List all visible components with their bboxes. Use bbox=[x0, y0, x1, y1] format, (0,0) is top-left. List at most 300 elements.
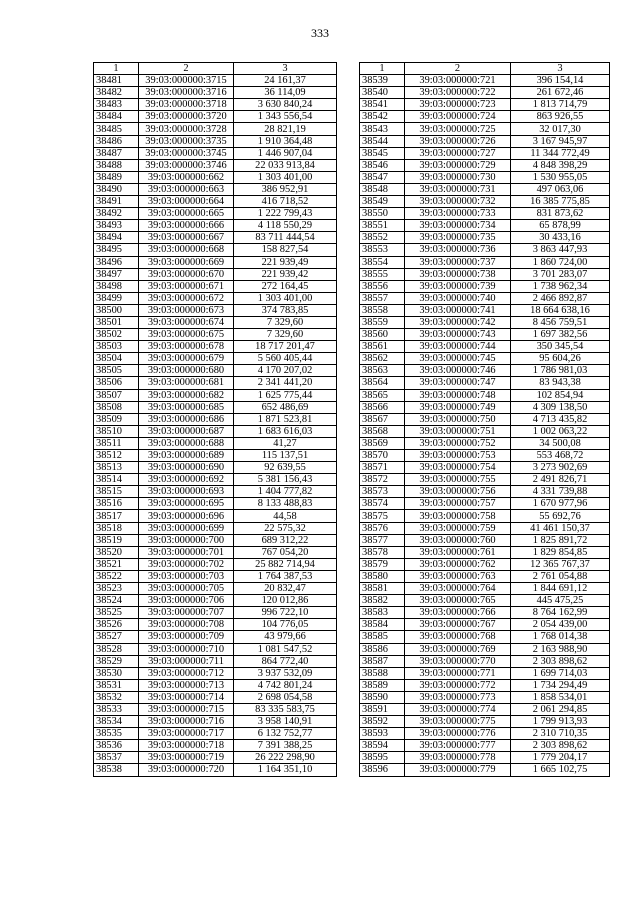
table-row bbox=[360, 450, 610, 462]
value-cell: 7 329,60 bbox=[234, 316, 337, 328]
table-row bbox=[94, 437, 337, 449]
table-row bbox=[94, 595, 337, 607]
value-cell: 2 061 294,85 bbox=[511, 703, 610, 715]
value-cell: 996 722,10 bbox=[234, 607, 337, 619]
cadastral-number-cell: 39:03:000000:687 bbox=[139, 425, 234, 437]
row-number-cell: 38549 bbox=[360, 196, 405, 208]
row-number-cell: 38558 bbox=[360, 304, 405, 316]
cadastral-number-cell: 39:03:000000:729 bbox=[405, 159, 511, 171]
cadastral-number-cell: 39:03:000000:719 bbox=[139, 752, 234, 764]
value-cell: 1 699 714,03 bbox=[511, 667, 610, 679]
table-row bbox=[360, 619, 610, 631]
row-number-cell: 38541 bbox=[360, 99, 405, 111]
value-cell: 2 303 898,62 bbox=[511, 740, 610, 752]
value-cell: 1 002 063,22 bbox=[511, 425, 610, 437]
row-number-cell: 38490 bbox=[94, 183, 139, 195]
cadastral-number-cell: 39:03:000000:739 bbox=[405, 280, 511, 292]
page-number: 333 bbox=[311, 26, 329, 40]
cadastral-number-cell: 39:03:000000:747 bbox=[405, 377, 511, 389]
cadastral-number-cell: 39:03:000000:772 bbox=[405, 679, 511, 691]
cadastral-number-cell: 39:03:000000:669 bbox=[139, 256, 234, 268]
cadastral-number-cell: 39:03:000000:721 bbox=[405, 75, 511, 87]
table-row bbox=[360, 329, 610, 341]
cadastral-number-cell: 39:03:000000:667 bbox=[139, 232, 234, 244]
row-number-cell: 38496 bbox=[94, 256, 139, 268]
table-row bbox=[360, 353, 610, 365]
row-number-cell: 38502 bbox=[94, 329, 139, 341]
row-number-cell: 38532 bbox=[94, 691, 139, 703]
table-row bbox=[360, 87, 610, 99]
row-number-cell: 38562 bbox=[360, 353, 405, 365]
cadastral-number-cell: 39:03:000000:755 bbox=[405, 474, 511, 486]
cadastral-number-cell: 39:03:000000:3746 bbox=[139, 159, 234, 171]
value-cell: 4 848 398,29 bbox=[511, 159, 610, 171]
table-row bbox=[360, 99, 610, 111]
cadastral-number-cell: 39:03:000000:3716 bbox=[139, 87, 234, 99]
cadastral-number-cell: 39:03:000000:744 bbox=[405, 341, 511, 353]
value-cell: 8 133 488,83 bbox=[234, 498, 337, 510]
value-cell: 1 871 523,81 bbox=[234, 413, 337, 425]
cadastral-number-cell: 39:03:000000:3745 bbox=[139, 147, 234, 159]
cadastral-number-cell: 39:03:000000:678 bbox=[139, 341, 234, 353]
table-row bbox=[94, 401, 337, 413]
table-row bbox=[360, 728, 610, 740]
cadastral-number-cell: 39:03:000000:733 bbox=[405, 208, 511, 220]
value-cell: 2 761 054,88 bbox=[511, 570, 610, 582]
value-cell: 1 683 616,03 bbox=[234, 425, 337, 437]
row-number-cell: 38573 bbox=[360, 486, 405, 498]
cadastral-number-cell: 39:03:000000:730 bbox=[405, 171, 511, 183]
value-cell: 221 939,42 bbox=[234, 268, 337, 280]
value-cell: 7 329,60 bbox=[234, 329, 337, 341]
row-number-cell: 38528 bbox=[94, 643, 139, 655]
cadastral-number-cell: 39:03:000000:663 bbox=[139, 183, 234, 195]
row-number-cell: 38551 bbox=[360, 220, 405, 232]
table-row bbox=[94, 159, 337, 171]
cadastral-number-cell: 39:03:000000:767 bbox=[405, 619, 511, 631]
row-number-cell: 38499 bbox=[94, 292, 139, 304]
value-cell: 4 309 138,50 bbox=[511, 401, 610, 413]
cadastral-number-cell: 39:03:000000:3718 bbox=[139, 99, 234, 111]
table-row bbox=[360, 486, 610, 498]
row-number-cell: 38574 bbox=[360, 498, 405, 510]
value-cell: 689 312,22 bbox=[234, 534, 337, 546]
cadastral-number-cell: 39:03:000000:778 bbox=[405, 752, 511, 764]
cadastral-number-cell: 39:03:000000:703 bbox=[139, 570, 234, 582]
value-cell: 1 813 714,79 bbox=[511, 99, 610, 111]
cadastral-number-cell: 39:03:000000:749 bbox=[405, 401, 511, 413]
row-number-cell: 38519 bbox=[94, 534, 139, 546]
table-row bbox=[360, 655, 610, 667]
row-number-cell: 38505 bbox=[94, 365, 139, 377]
row-number-cell: 38523 bbox=[94, 583, 139, 595]
row-number-cell: 38488 bbox=[94, 159, 139, 171]
row-number-cell: 38503 bbox=[94, 341, 139, 353]
cadastral-number-cell: 39:03:000000:764 bbox=[405, 583, 511, 595]
value-cell: 1 786 981,03 bbox=[511, 365, 610, 377]
value-cell: 20 832,47 bbox=[234, 583, 337, 595]
row-number-cell: 38563 bbox=[360, 365, 405, 377]
row-number-cell: 38578 bbox=[360, 546, 405, 558]
cadastral-number-cell: 39:03:000000:734 bbox=[405, 220, 511, 232]
value-cell: 1 860 724,00 bbox=[511, 256, 610, 268]
row-number-cell: 38489 bbox=[94, 171, 139, 183]
value-cell: 22 575,32 bbox=[234, 522, 337, 534]
row-number-cell: 38510 bbox=[94, 425, 139, 437]
cadastral-number-cell: 39:03:000000:757 bbox=[405, 498, 511, 510]
row-number-cell: 38548 bbox=[360, 183, 405, 195]
value-cell: 1 768 014,38 bbox=[511, 631, 610, 643]
table-row bbox=[360, 159, 610, 171]
cadastral-number-cell: 39:03:000000:664 bbox=[139, 196, 234, 208]
cadastral-number-cell: 39:03:000000:724 bbox=[405, 111, 511, 123]
value-cell: 261 672,46 bbox=[511, 87, 610, 99]
row-number-cell: 38570 bbox=[360, 450, 405, 462]
value-cell: 2 303 898,62 bbox=[511, 655, 610, 667]
cadastral-number-cell: 39:03:000000:711 bbox=[139, 655, 234, 667]
cadastral-number-cell: 39:03:000000:741 bbox=[405, 304, 511, 316]
row-number-cell: 38531 bbox=[94, 679, 139, 691]
column-header: 2 bbox=[139, 63, 234, 75]
table-row bbox=[360, 232, 610, 244]
value-cell: 1 303 401,00 bbox=[234, 171, 337, 183]
table-row bbox=[94, 268, 337, 280]
table-row bbox=[94, 546, 337, 558]
table-row bbox=[94, 450, 337, 462]
value-cell: 3 630 840,24 bbox=[234, 99, 337, 111]
table-row bbox=[94, 341, 337, 353]
cadastral-number-cell: 39:03:000000:753 bbox=[405, 450, 511, 462]
table-row bbox=[94, 75, 337, 87]
cadastral-number-cell: 39:03:000000:745 bbox=[405, 353, 511, 365]
row-number-cell: 38516 bbox=[94, 498, 139, 510]
table-row bbox=[94, 389, 337, 401]
table-row bbox=[360, 631, 610, 643]
cadastral-number-cell: 39:03:000000:735 bbox=[405, 232, 511, 244]
cadastral-number-cell: 39:03:000000:748 bbox=[405, 389, 511, 401]
value-cell: 24 161,37 bbox=[234, 75, 337, 87]
value-cell: 2 491 826,71 bbox=[511, 474, 610, 486]
value-cell: 1 779 204,17 bbox=[511, 752, 610, 764]
value-cell: 32 017,30 bbox=[511, 123, 610, 135]
table-row bbox=[360, 244, 610, 256]
value-cell: 16 385 775,85 bbox=[511, 196, 610, 208]
row-number-cell: 38554 bbox=[360, 256, 405, 268]
value-cell: 396 154,14 bbox=[511, 75, 610, 87]
value-cell: 4 331 739,88 bbox=[511, 486, 610, 498]
cadastral-number-cell: 39:03:000000:671 bbox=[139, 280, 234, 292]
cadastral-number-cell: 39:03:000000:737 bbox=[405, 256, 511, 268]
table-row bbox=[360, 220, 610, 232]
value-cell: 374 783,85 bbox=[234, 304, 337, 316]
table-row bbox=[94, 716, 337, 728]
row-number-cell: 38529 bbox=[94, 655, 139, 667]
row-number-cell: 38492 bbox=[94, 208, 139, 220]
value-cell: 2 341 441,20 bbox=[234, 377, 337, 389]
value-cell: 83 711 444,54 bbox=[234, 232, 337, 244]
cadastral-number-cell: 39:03:000000:709 bbox=[139, 631, 234, 643]
value-cell: 4 742 801,24 bbox=[234, 679, 337, 691]
row-number-cell: 38582 bbox=[360, 595, 405, 607]
value-cell: 7 391 388,25 bbox=[234, 740, 337, 752]
cadastral-number-cell: 39:03:000000:713 bbox=[139, 679, 234, 691]
value-cell: 1 164 351,10 bbox=[234, 764, 337, 776]
value-cell: 1 825 891,72 bbox=[511, 534, 610, 546]
value-cell: 350 345,54 bbox=[511, 341, 610, 353]
row-number-cell: 38595 bbox=[360, 752, 405, 764]
cadastral-number-cell: 39:03:000000:769 bbox=[405, 643, 511, 655]
value-cell: 2 163 988,90 bbox=[511, 643, 610, 655]
value-cell: 221 939,49 bbox=[234, 256, 337, 268]
table-row bbox=[360, 123, 610, 135]
cadastral-number-cell: 39:03:000000:702 bbox=[139, 558, 234, 570]
row-number-cell: 38560 bbox=[360, 329, 405, 341]
table-row bbox=[94, 474, 337, 486]
row-number-cell: 38593 bbox=[360, 728, 405, 740]
value-cell: 3 273 902,69 bbox=[511, 462, 610, 474]
row-number-cell: 38568 bbox=[360, 425, 405, 437]
table-row bbox=[360, 498, 610, 510]
cadastral-number-cell: 39:03:000000:705 bbox=[139, 583, 234, 595]
table-row bbox=[360, 75, 610, 87]
value-cell: 28 821,19 bbox=[234, 123, 337, 135]
table-row bbox=[360, 752, 610, 764]
row-number-cell: 38517 bbox=[94, 510, 139, 522]
table-row bbox=[94, 570, 337, 582]
row-number-cell: 38536 bbox=[94, 740, 139, 752]
cadastral-number-cell: 39:03:000000:714 bbox=[139, 691, 234, 703]
cadastral-number-cell: 39:03:000000:686 bbox=[139, 413, 234, 425]
value-cell: 1 799 913,93 bbox=[511, 716, 610, 728]
row-number-cell: 38497 bbox=[94, 268, 139, 280]
table-header-row bbox=[360, 63, 610, 75]
value-cell: 26 222 298,90 bbox=[234, 752, 337, 764]
cadastral-number-cell: 39:03:000000:696 bbox=[139, 510, 234, 522]
row-number-cell: 38580 bbox=[360, 570, 405, 582]
value-cell: 3 937 532,09 bbox=[234, 667, 337, 679]
value-cell: 1 625 775,44 bbox=[234, 389, 337, 401]
cadastral-number-cell: 39:03:000000:776 bbox=[405, 728, 511, 740]
value-cell: 102 854,94 bbox=[511, 389, 610, 401]
cadastral-number-cell: 39:03:000000:773 bbox=[405, 691, 511, 703]
table-header-row bbox=[94, 63, 337, 75]
cadastral-number-cell: 39:03:000000:701 bbox=[139, 546, 234, 558]
table-row bbox=[94, 244, 337, 256]
cadastral-number-cell: 39:03:000000:768 bbox=[405, 631, 511, 643]
table-row bbox=[360, 316, 610, 328]
value-cell: 41 461 150,37 bbox=[511, 522, 610, 534]
value-cell: 18 664 638,16 bbox=[511, 304, 610, 316]
table-row bbox=[360, 716, 610, 728]
cadastral-number-cell: 39:03:000000:3728 bbox=[139, 123, 234, 135]
table-row bbox=[360, 256, 610, 268]
cadastral-number-cell: 39:03:000000:675 bbox=[139, 329, 234, 341]
row-number-cell: 38592 bbox=[360, 716, 405, 728]
row-number-cell: 38579 bbox=[360, 558, 405, 570]
row-number-cell: 38534 bbox=[94, 716, 139, 728]
table-row bbox=[94, 280, 337, 292]
cadastral-number-cell: 39:03:000000:775 bbox=[405, 716, 511, 728]
value-cell: 43 979,66 bbox=[234, 631, 337, 643]
row-number-cell: 38533 bbox=[94, 703, 139, 715]
row-number-cell: 38553 bbox=[360, 244, 405, 256]
cadastral-number-cell: 39:03:000000:708 bbox=[139, 619, 234, 631]
cadastral-number-cell: 39:03:000000:723 bbox=[405, 99, 511, 111]
table-row bbox=[360, 558, 610, 570]
cadastral-number-cell: 39:03:000000:717 bbox=[139, 728, 234, 740]
value-cell: 1 670 977,96 bbox=[511, 498, 610, 510]
cadastral-number-cell: 39:03:000000:689 bbox=[139, 450, 234, 462]
value-cell: 120 012,86 bbox=[234, 595, 337, 607]
row-number-cell: 38596 bbox=[360, 764, 405, 776]
row-number-cell: 38584 bbox=[360, 619, 405, 631]
value-cell: 1 764 387,53 bbox=[234, 570, 337, 582]
cadastral-number-cell: 39:03:000000:666 bbox=[139, 220, 234, 232]
table-row bbox=[360, 607, 610, 619]
row-number-cell: 38508 bbox=[94, 401, 139, 413]
cadastral-number-cell: 39:03:000000:3720 bbox=[139, 111, 234, 123]
table-row bbox=[360, 534, 610, 546]
value-cell: 12 365 767,37 bbox=[511, 558, 610, 570]
row-number-cell: 38594 bbox=[360, 740, 405, 752]
value-cell: 104 776,05 bbox=[234, 619, 337, 631]
table-row bbox=[360, 401, 610, 413]
table-row bbox=[360, 679, 610, 691]
value-cell: 1 530 955,05 bbox=[511, 171, 610, 183]
cadastral-number-cell: 39:03:000000:756 bbox=[405, 486, 511, 498]
cadastral-number-cell: 39:03:000000:3735 bbox=[139, 135, 234, 147]
row-number-cell: 38547 bbox=[360, 171, 405, 183]
table-row bbox=[94, 123, 337, 135]
row-number-cell: 38530 bbox=[94, 667, 139, 679]
table-row bbox=[94, 99, 337, 111]
value-cell: 1 343 556,54 bbox=[234, 111, 337, 123]
cadastral-number-cell: 39:03:000000:668 bbox=[139, 244, 234, 256]
table-row bbox=[94, 522, 337, 534]
row-number-cell: 38511 bbox=[94, 437, 139, 449]
column-header: 2 bbox=[405, 63, 511, 75]
cadastral-number-cell: 39:03:000000:727 bbox=[405, 147, 511, 159]
cadastral-number-cell: 39:03:000000:771 bbox=[405, 667, 511, 679]
table-row bbox=[94, 619, 337, 631]
value-cell: 5 381 156,43 bbox=[234, 474, 337, 486]
table-row bbox=[94, 728, 337, 740]
table-row bbox=[360, 643, 610, 655]
row-number-cell: 38494 bbox=[94, 232, 139, 244]
row-number-cell: 38589 bbox=[360, 679, 405, 691]
row-number-cell: 38537 bbox=[94, 752, 139, 764]
table-row bbox=[360, 583, 610, 595]
row-number-cell: 38585 bbox=[360, 631, 405, 643]
row-number-cell: 38486 bbox=[94, 135, 139, 147]
cadastral-number-cell: 39:03:000000:674 bbox=[139, 316, 234, 328]
row-number-cell: 38559 bbox=[360, 316, 405, 328]
row-number-cell: 38506 bbox=[94, 377, 139, 389]
cadastral-number-cell: 39:03:000000:742 bbox=[405, 316, 511, 328]
row-number-cell: 38583 bbox=[360, 607, 405, 619]
table-row bbox=[360, 183, 610, 195]
table-row bbox=[360, 377, 610, 389]
cadastral-number-cell: 39:03:000000:682 bbox=[139, 389, 234, 401]
row-number-cell: 38515 bbox=[94, 486, 139, 498]
table-row bbox=[94, 498, 337, 510]
table-row bbox=[94, 220, 337, 232]
table-row bbox=[94, 87, 337, 99]
value-cell: 767 054,20 bbox=[234, 546, 337, 558]
table-row bbox=[360, 208, 610, 220]
cadastral-number-cell: 39:03:000000:758 bbox=[405, 510, 511, 522]
row-number-cell: 38590 bbox=[360, 691, 405, 703]
row-number-cell: 38575 bbox=[360, 510, 405, 522]
table-row bbox=[94, 316, 337, 328]
table-row bbox=[360, 510, 610, 522]
row-number-cell: 38498 bbox=[94, 280, 139, 292]
row-number-cell: 38481 bbox=[94, 75, 139, 87]
column-header: 1 bbox=[94, 63, 139, 75]
value-cell: 445 475,25 bbox=[511, 595, 610, 607]
value-cell: 416 718,52 bbox=[234, 196, 337, 208]
value-cell: 3 958 140,91 bbox=[234, 716, 337, 728]
cadastral-number-cell: 39:03:000000:732 bbox=[405, 196, 511, 208]
value-cell: 115 137,51 bbox=[234, 450, 337, 462]
value-cell: 83 943,38 bbox=[511, 377, 610, 389]
table-row bbox=[94, 111, 337, 123]
value-cell: 11 344 772,49 bbox=[511, 147, 610, 159]
cadastral-number-cell: 39:03:000000:662 bbox=[139, 171, 234, 183]
table-row bbox=[360, 147, 610, 159]
row-number-cell: 38483 bbox=[94, 99, 139, 111]
row-number-cell: 38557 bbox=[360, 292, 405, 304]
table-row bbox=[94, 740, 337, 752]
value-cell: 497 063,06 bbox=[511, 183, 610, 195]
cadastral-number-cell: 39:03:000000:673 bbox=[139, 304, 234, 316]
row-number-cell: 38501 bbox=[94, 316, 139, 328]
table-row bbox=[360, 740, 610, 752]
table-row bbox=[94, 534, 337, 546]
row-number-cell: 38572 bbox=[360, 474, 405, 486]
value-cell: 41,27 bbox=[234, 437, 337, 449]
cadastral-number-cell: 39:03:000000:722 bbox=[405, 87, 511, 99]
cadastral-number-cell: 39:03:000000:731 bbox=[405, 183, 511, 195]
value-cell: 92 639,55 bbox=[234, 462, 337, 474]
row-number-cell: 38591 bbox=[360, 703, 405, 715]
row-number-cell: 38542 bbox=[360, 111, 405, 123]
table-row bbox=[94, 679, 337, 691]
table-row bbox=[360, 341, 610, 353]
value-cell: 652 486,69 bbox=[234, 401, 337, 413]
table-row bbox=[94, 256, 337, 268]
value-cell: 1 446 907,04 bbox=[234, 147, 337, 159]
row-number-cell: 38504 bbox=[94, 353, 139, 365]
table-row bbox=[360, 437, 610, 449]
cadastral-number-cell: 39:03:000000:716 bbox=[139, 716, 234, 728]
column-header: 1 bbox=[360, 63, 405, 75]
table-row bbox=[94, 462, 337, 474]
cadastral-number-cell: 39:03:000000:672 bbox=[139, 292, 234, 304]
table-row bbox=[360, 111, 610, 123]
row-number-cell: 38577 bbox=[360, 534, 405, 546]
value-cell: 1 081 547,52 bbox=[234, 643, 337, 655]
table-row bbox=[360, 691, 610, 703]
row-number-cell: 38495 bbox=[94, 244, 139, 256]
cadastral-number-cell: 39:03:000000:766 bbox=[405, 607, 511, 619]
table-row bbox=[360, 135, 610, 147]
value-cell: 4 170 207,02 bbox=[234, 365, 337, 377]
table-row bbox=[94, 365, 337, 377]
table-row bbox=[94, 667, 337, 679]
row-number-cell: 38552 bbox=[360, 232, 405, 244]
cadastral-number-cell: 39:03:000000:685 bbox=[139, 401, 234, 413]
